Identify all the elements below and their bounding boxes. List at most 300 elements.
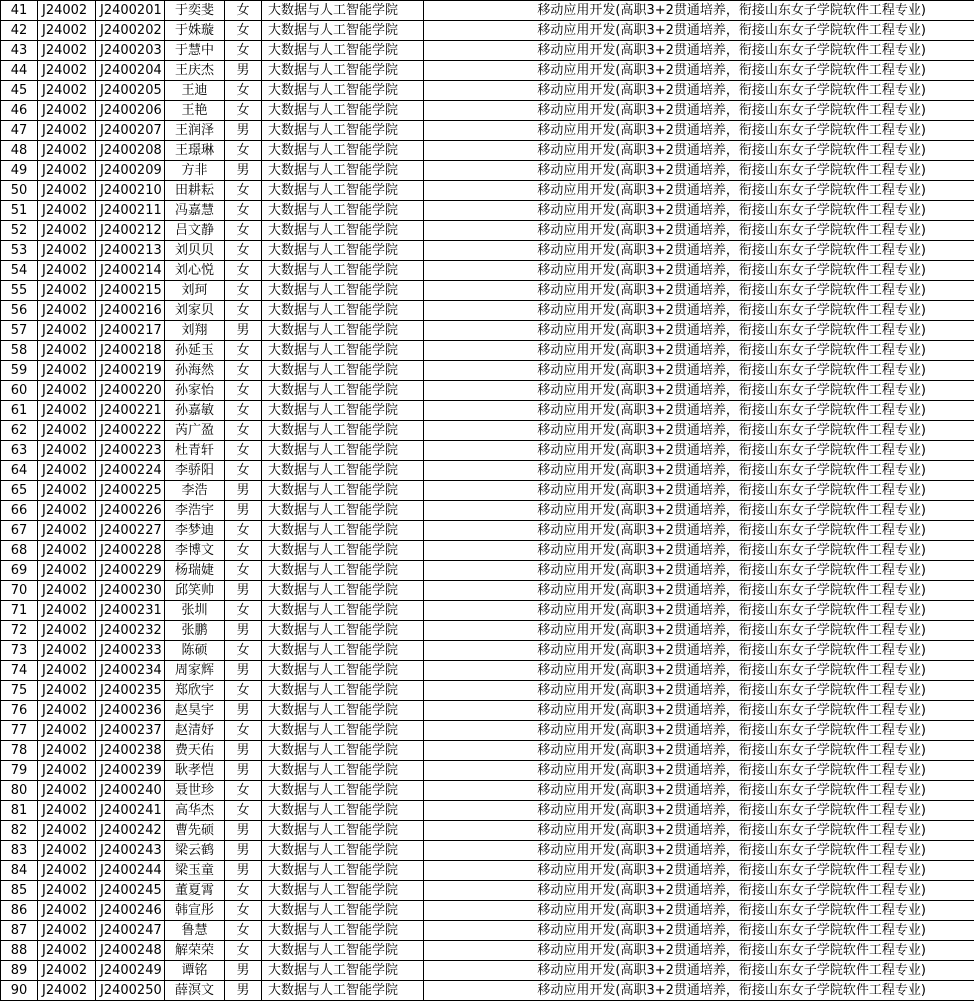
major-cell: 移动应用开发(高职3+2贯通培养，衔接山东女子学院软件工程专业) xyxy=(424,601,974,621)
gender-cell: 男 xyxy=(225,621,262,641)
gender-cell: 女 xyxy=(225,881,262,901)
row-number-cell: 70 xyxy=(1,581,38,601)
student-id-cell: J2400245 xyxy=(96,881,165,901)
college-cell: 大数据与人工智能学院 xyxy=(262,321,424,341)
major-cell: 移动应用开发(高职3+2贯通培养，衔接山东女子学院软件工程专业) xyxy=(424,681,974,701)
student-id-cell: J2400213 xyxy=(96,241,165,261)
table-row xyxy=(1,841,974,861)
class-code-cell: J24002 xyxy=(38,261,96,281)
student-name-cell: 吕文静 xyxy=(165,221,225,241)
college-cell: 大数据与人工智能学院 xyxy=(262,241,424,261)
student-name-cell: 李博文 xyxy=(165,541,225,561)
major-cell: 移动应用开发(高职3+2贯通培养，衔接山东女子学院软件工程专业) xyxy=(424,801,974,821)
student-id-cell: J2400221 xyxy=(96,401,165,421)
college-cell: 大数据与人工智能学院 xyxy=(262,881,424,901)
major-cell: 移动应用开发(高职3+2贯通培养，衔接山东女子学院软件工程专业) xyxy=(424,941,974,961)
major-cell: 移动应用开发(高职3+2贯通培养，衔接山东女子学院软件工程专业) xyxy=(424,781,974,801)
college-cell: 大数据与人工智能学院 xyxy=(262,861,424,881)
major-cell: 移动应用开发(高职3+2贯通培养，衔接山东女子学院软件工程专业) xyxy=(424,121,974,141)
student-name-cell: 聂世珍 xyxy=(165,781,225,801)
student-id-cell: J2400207 xyxy=(96,121,165,141)
table-row xyxy=(1,881,974,901)
college-cell: 大数据与人工智能学院 xyxy=(262,901,424,921)
gender-cell: 女 xyxy=(225,401,262,421)
class-code-cell: J24002 xyxy=(38,861,96,881)
student-name-cell: 曹先硕 xyxy=(165,821,225,841)
class-code-cell: J24002 xyxy=(38,501,96,521)
row-number-cell: 84 xyxy=(1,861,38,881)
college-cell: 大数据与人工智能学院 xyxy=(262,641,424,661)
row-number-cell: 42 xyxy=(1,21,38,41)
class-code-cell: J24002 xyxy=(38,841,96,861)
major-cell: 移动应用开发(高职3+2贯通培养，衔接山东女子学院软件工程专业) xyxy=(424,281,974,301)
college-cell: 大数据与人工智能学院 xyxy=(262,981,424,1001)
college-cell: 大数据与人工智能学院 xyxy=(262,281,424,301)
row-number-cell: 79 xyxy=(1,761,38,781)
student-id-cell: J2400209 xyxy=(96,161,165,181)
college-cell: 大数据与人工智能学院 xyxy=(262,961,424,981)
table-row xyxy=(1,61,974,81)
row-number-cell: 53 xyxy=(1,241,38,261)
table-row xyxy=(1,321,974,341)
gender-cell: 女 xyxy=(225,141,262,161)
student-name-cell: 陈硕 xyxy=(165,641,225,661)
row-number-cell: 57 xyxy=(1,321,38,341)
row-number-cell: 87 xyxy=(1,921,38,941)
student-id-cell: J2400202 xyxy=(96,21,165,41)
table-row xyxy=(1,781,974,801)
major-cell: 移动应用开发(高职3+2贯通培养，衔接山东女子学院软件工程专业) xyxy=(424,561,974,581)
college-cell: 大数据与人工智能学院 xyxy=(262,441,424,461)
student-name-cell: 孙延玉 xyxy=(165,341,225,361)
class-code-cell: J24002 xyxy=(38,701,96,721)
class-code-cell: J24002 xyxy=(38,301,96,321)
college-cell: 大数据与人工智能学院 xyxy=(262,941,424,961)
college-cell: 大数据与人工智能学院 xyxy=(262,521,424,541)
row-number-cell: 49 xyxy=(1,161,38,181)
student-name-cell: 于奕斐 xyxy=(165,1,225,21)
row-number-cell: 43 xyxy=(1,41,38,61)
student-name-cell: 王璟琳 xyxy=(165,141,225,161)
gender-cell: 男 xyxy=(225,61,262,81)
student-name-cell: 梁玉童 xyxy=(165,861,225,881)
row-number-cell: 44 xyxy=(1,61,38,81)
student-name-cell: 鲁慧 xyxy=(165,921,225,941)
student-name-cell: 韩宣彤 xyxy=(165,901,225,921)
student-name-cell: 高华杰 xyxy=(165,801,225,821)
gender-cell: 男 xyxy=(225,761,262,781)
college-cell: 大数据与人工智能学院 xyxy=(262,81,424,101)
student-name-cell: 刘翔 xyxy=(165,321,225,341)
major-cell: 移动应用开发(高职3+2贯通培养，衔接山东女子学院软件工程专业) xyxy=(424,101,974,121)
student-id-cell: J2400208 xyxy=(96,141,165,161)
college-cell: 大数据与人工智能学院 xyxy=(262,361,424,381)
major-cell: 移动应用开发(高职3+2贯通培养，衔接山东女子学院软件工程专业) xyxy=(424,741,974,761)
class-code-cell: J24002 xyxy=(38,981,96,1001)
class-code-cell: J24002 xyxy=(38,361,96,381)
row-number-cell: 58 xyxy=(1,341,38,361)
row-number-cell: 56 xyxy=(1,301,38,321)
major-cell: 移动应用开发(高职3+2贯通培养，衔接山东女子学院软件工程专业) xyxy=(424,641,974,661)
gender-cell: 女 xyxy=(225,681,262,701)
gender-cell: 男 xyxy=(225,821,262,841)
major-cell: 移动应用开发(高职3+2贯通培养，衔接山东女子学院软件工程专业) xyxy=(424,41,974,61)
student-id-cell: J2400250 xyxy=(96,981,165,1001)
class-code-cell: J24002 xyxy=(38,921,96,941)
student-id-cell: J2400215 xyxy=(96,281,165,301)
student-name-cell: 赵昊宇 xyxy=(165,701,225,721)
student-name-cell: 耿孝恺 xyxy=(165,761,225,781)
college-cell: 大数据与人工智能学院 xyxy=(262,541,424,561)
gender-cell: 女 xyxy=(225,781,262,801)
student-id-cell: J2400218 xyxy=(96,341,165,361)
college-cell: 大数据与人工智能学院 xyxy=(262,341,424,361)
row-number-cell: 74 xyxy=(1,661,38,681)
major-cell: 移动应用开发(高职3+2贯通培养，衔接山东女子学院软件工程专业) xyxy=(424,201,974,221)
student-id-cell: J2400243 xyxy=(96,841,165,861)
class-code-cell: J24002 xyxy=(38,661,96,681)
table-row xyxy=(1,541,974,561)
student-name-cell: 刘珂 xyxy=(165,281,225,301)
gender-cell: 男 xyxy=(225,161,262,181)
table-row xyxy=(1,101,974,121)
class-code-cell: J24002 xyxy=(38,681,96,701)
table-row xyxy=(1,581,974,601)
college-cell: 大数据与人工智能学院 xyxy=(262,581,424,601)
table-row xyxy=(1,961,974,981)
class-code-cell: J24002 xyxy=(38,601,96,621)
major-cell: 移动应用开发(高职3+2贯通培养，衔接山东女子学院软件工程专业) xyxy=(424,521,974,541)
major-cell: 移动应用开发(高职3+2贯通培养，衔接山东女子学院软件工程专业) xyxy=(424,381,974,401)
gender-cell: 男 xyxy=(225,841,262,861)
table-row xyxy=(1,341,974,361)
gender-cell: 女 xyxy=(225,521,262,541)
class-code-cell: J24002 xyxy=(38,581,96,601)
gender-cell: 男 xyxy=(225,861,262,881)
table-row xyxy=(1,141,974,161)
class-code-cell: J24002 xyxy=(38,201,96,221)
student-id-cell: J2400228 xyxy=(96,541,165,561)
table-row xyxy=(1,821,974,841)
table-row xyxy=(1,941,974,961)
student-name-cell: 于慧中 xyxy=(165,41,225,61)
student-name-cell: 解荣荣 xyxy=(165,941,225,961)
table-row xyxy=(1,641,974,661)
student-name-cell: 李骄阳 xyxy=(165,461,225,481)
student-name-cell: 刘贝贝 xyxy=(165,241,225,261)
student-id-cell: J2400210 xyxy=(96,181,165,201)
student-id-cell: J2400203 xyxy=(96,41,165,61)
major-cell: 移动应用开发(高职3+2贯通培养，衔接山东女子学院软件工程专业) xyxy=(424,541,974,561)
student-id-cell: J2400247 xyxy=(96,921,165,941)
table-row xyxy=(1,521,974,541)
row-number-cell: 80 xyxy=(1,781,38,801)
major-cell: 移动应用开发(高职3+2贯通培养，衔接山东女子学院软件工程专业) xyxy=(424,241,974,261)
row-number-cell: 75 xyxy=(1,681,38,701)
student-id-cell: J2400222 xyxy=(96,421,165,441)
table-row xyxy=(1,121,974,141)
gender-cell: 女 xyxy=(225,301,262,321)
gender-cell: 男 xyxy=(225,321,262,341)
college-cell: 大数据与人工智能学院 xyxy=(262,761,424,781)
major-cell: 移动应用开发(高职3+2贯通培养，衔接山东女子学院软件工程专业) xyxy=(424,501,974,521)
student-id-cell: J2400204 xyxy=(96,61,165,81)
row-number-cell: 52 xyxy=(1,221,38,241)
student-name-cell: 孙家怡 xyxy=(165,381,225,401)
table-row xyxy=(1,281,974,301)
row-number-cell: 81 xyxy=(1,801,38,821)
row-number-cell: 48 xyxy=(1,141,38,161)
gender-cell: 女 xyxy=(225,921,262,941)
table-row xyxy=(1,481,974,501)
class-code-cell: J24002 xyxy=(38,41,96,61)
major-cell: 移动应用开发(高职3+2贯通培养，衔接山东女子学院软件工程专业) xyxy=(424,901,974,921)
student-name-cell: 田耕耘 xyxy=(165,181,225,201)
class-code-cell: J24002 xyxy=(38,641,96,661)
class-code-cell: J24002 xyxy=(38,381,96,401)
row-number-cell: 50 xyxy=(1,181,38,201)
student-id-cell: J2400229 xyxy=(96,561,165,581)
major-cell: 移动应用开发(高职3+2贯通培养，衔接山东女子学院软件工程专业) xyxy=(424,81,974,101)
college-cell: 大数据与人工智能学院 xyxy=(262,601,424,621)
major-cell: 移动应用开发(高职3+2贯通培养，衔接山东女子学院软件工程专业) xyxy=(424,821,974,841)
row-number-cell: 72 xyxy=(1,621,38,641)
student-name-cell: 郑欣宇 xyxy=(165,681,225,701)
major-cell: 移动应用开发(高职3+2贯通培养，衔接山东女子学院软件工程专业) xyxy=(424,581,974,601)
table-row xyxy=(1,901,974,921)
table-row xyxy=(1,181,974,201)
gender-cell: 女 xyxy=(225,21,262,41)
gender-cell: 女 xyxy=(225,181,262,201)
table-row xyxy=(1,461,974,481)
college-cell: 大数据与人工智能学院 xyxy=(262,741,424,761)
college-cell: 大数据与人工智能学院 xyxy=(262,401,424,421)
student-name-cell: 于姝璇 xyxy=(165,21,225,41)
class-code-cell: J24002 xyxy=(38,901,96,921)
student-id-cell: J2400235 xyxy=(96,681,165,701)
college-cell: 大数据与人工智能学院 xyxy=(262,561,424,581)
student-id-cell: J2400234 xyxy=(96,661,165,681)
major-cell: 移动应用开发(高职3+2贯通培养，衔接山东女子学院软件工程专业) xyxy=(424,401,974,421)
gender-cell: 女 xyxy=(225,441,262,461)
college-cell: 大数据与人工智能学院 xyxy=(262,101,424,121)
major-cell: 移动应用开发(高职3+2贯通培养，衔接山东女子学院软件工程专业) xyxy=(424,61,974,81)
major-cell: 移动应用开发(高职3+2贯通培养，衔接山东女子学院软件工程专业) xyxy=(424,441,974,461)
gender-cell: 男 xyxy=(225,701,262,721)
gender-cell: 女 xyxy=(225,541,262,561)
gender-cell: 女 xyxy=(225,1,262,21)
row-number-cell: 63 xyxy=(1,441,38,461)
student-id-cell: J2400216 xyxy=(96,301,165,321)
student-name-cell: 周家辉 xyxy=(165,661,225,681)
student-id-cell: J2400217 xyxy=(96,321,165,341)
row-number-cell: 73 xyxy=(1,641,38,661)
table-row xyxy=(1,261,974,281)
major-cell: 移动应用开发(高职3+2贯通培养，衔接山东女子学院软件工程专业) xyxy=(424,161,974,181)
gender-cell: 女 xyxy=(225,381,262,401)
gender-cell: 女 xyxy=(225,281,262,301)
college-cell: 大数据与人工智能学院 xyxy=(262,781,424,801)
major-cell: 移动应用开发(高职3+2贯通培养，衔接山东女子学院软件工程专业) xyxy=(424,881,974,901)
table-row xyxy=(1,81,974,101)
class-code-cell: J24002 xyxy=(38,321,96,341)
row-number-cell: 71 xyxy=(1,601,38,621)
class-code-cell: J24002 xyxy=(38,961,96,981)
student-id-cell: J2400201 xyxy=(96,1,165,21)
college-cell: 大数据与人工智能学院 xyxy=(262,181,424,201)
gender-cell: 男 xyxy=(225,121,262,141)
student-id-cell: J2400237 xyxy=(96,721,165,741)
table-row xyxy=(1,741,974,761)
class-code-cell: J24002 xyxy=(38,481,96,501)
row-number-cell: 65 xyxy=(1,481,38,501)
major-cell: 移动应用开发(高职3+2贯通培养，衔接山东女子学院软件工程专业) xyxy=(424,261,974,281)
table-row xyxy=(1,201,974,221)
table-row xyxy=(1,561,974,581)
class-code-cell: J24002 xyxy=(38,1,96,21)
gender-cell: 女 xyxy=(225,341,262,361)
row-number-cell: 69 xyxy=(1,561,38,581)
student-name-cell: 刘家贝 xyxy=(165,301,225,321)
gender-cell: 男 xyxy=(225,501,262,521)
table-row xyxy=(1,861,974,881)
class-code-cell: J24002 xyxy=(38,281,96,301)
table-row xyxy=(1,301,974,321)
student-name-cell: 谭铭 xyxy=(165,961,225,981)
class-code-cell: J24002 xyxy=(38,121,96,141)
class-code-cell: J24002 xyxy=(38,721,96,741)
student-name-cell: 薛溟文 xyxy=(165,981,225,1001)
gender-cell: 女 xyxy=(225,101,262,121)
gender-cell: 女 xyxy=(225,81,262,101)
student-name-cell: 杨瑞婕 xyxy=(165,561,225,581)
class-code-cell: J24002 xyxy=(38,521,96,541)
student-id-cell: J2400223 xyxy=(96,441,165,461)
major-cell: 移动应用开发(高职3+2贯通培养，衔接山东女子学院软件工程专业) xyxy=(424,321,974,341)
gender-cell: 女 xyxy=(225,561,262,581)
college-cell: 大数据与人工智能学院 xyxy=(262,41,424,61)
major-cell: 移动应用开发(高职3+2贯通培养，衔接山东女子学院软件工程专业) xyxy=(424,181,974,201)
roster-body xyxy=(1,1,974,1001)
student-name-cell: 费天佑 xyxy=(165,741,225,761)
major-cell: 移动应用开发(高职3+2贯通培养，衔接山东女子学院软件工程专业) xyxy=(424,361,974,381)
student-id-cell: J2400226 xyxy=(96,501,165,521)
class-code-cell: J24002 xyxy=(38,61,96,81)
student-id-cell: J2400206 xyxy=(96,101,165,121)
student-id-cell: J2400242 xyxy=(96,821,165,841)
row-number-cell: 45 xyxy=(1,81,38,101)
row-number-cell: 86 xyxy=(1,901,38,921)
student-id-cell: J2400249 xyxy=(96,961,165,981)
row-number-cell: 61 xyxy=(1,401,38,421)
college-cell: 大数据与人工智能学院 xyxy=(262,141,424,161)
major-cell: 移动应用开发(高职3+2贯通培养，衔接山东女子学院软件工程专业) xyxy=(424,661,974,681)
row-number-cell: 83 xyxy=(1,841,38,861)
gender-cell: 男 xyxy=(225,981,262,1001)
class-code-cell: J24002 xyxy=(38,561,96,581)
row-number-cell: 85 xyxy=(1,881,38,901)
major-cell: 移动应用开发(高职3+2贯通培养，衔接山东女子学院软件工程专业) xyxy=(424,981,974,1001)
student-id-cell: J2400248 xyxy=(96,941,165,961)
student-id-cell: J2400225 xyxy=(96,481,165,501)
student-id-cell: J2400244 xyxy=(96,861,165,881)
row-number-cell: 64 xyxy=(1,461,38,481)
college-cell: 大数据与人工智能学院 xyxy=(262,841,424,861)
table-row xyxy=(1,401,974,421)
college-cell: 大数据与人工智能学院 xyxy=(262,261,424,281)
table-row xyxy=(1,761,974,781)
row-number-cell: 41 xyxy=(1,1,38,21)
table-row xyxy=(1,681,974,701)
row-number-cell: 82 xyxy=(1,821,38,841)
major-cell: 移动应用开发(高职3+2贯通培养，衔接山东女子学院软件工程专业) xyxy=(424,621,974,641)
gender-cell: 男 xyxy=(225,581,262,601)
student-id-cell: J2400211 xyxy=(96,201,165,221)
row-number-cell: 59 xyxy=(1,361,38,381)
major-cell: 移动应用开发(高职3+2贯通培养，衔接山东女子学院软件工程专业) xyxy=(424,481,974,501)
row-number-cell: 77 xyxy=(1,721,38,741)
gender-cell: 女 xyxy=(225,261,262,281)
table-row xyxy=(1,981,974,1001)
table-row xyxy=(1,161,974,181)
student-id-cell: J2400220 xyxy=(96,381,165,401)
class-code-cell: J24002 xyxy=(38,741,96,761)
table-row xyxy=(1,601,974,621)
student-id-cell: J2400232 xyxy=(96,621,165,641)
student-id-cell: J2400205 xyxy=(96,81,165,101)
class-code-cell: J24002 xyxy=(38,441,96,461)
major-cell: 移动应用开发(高职3+2贯通培养，衔接山东女子学院软件工程专业) xyxy=(424,721,974,741)
student-name-cell: 孙嘉敏 xyxy=(165,401,225,421)
class-code-cell: J24002 xyxy=(38,141,96,161)
row-number-cell: 51 xyxy=(1,201,38,221)
gender-cell: 女 xyxy=(225,421,262,441)
class-code-cell: J24002 xyxy=(38,881,96,901)
college-cell: 大数据与人工智能学院 xyxy=(262,481,424,501)
college-cell: 大数据与人工智能学院 xyxy=(262,421,424,441)
major-cell: 移动应用开发(高职3+2贯通培养，衔接山东女子学院软件工程专业) xyxy=(424,141,974,161)
major-cell: 移动应用开发(高职3+2贯通培养，衔接山东女子学院软件工程专业) xyxy=(424,461,974,481)
table-row xyxy=(1,661,974,681)
table-row xyxy=(1,241,974,261)
gender-cell: 女 xyxy=(225,721,262,741)
class-code-cell: J24002 xyxy=(38,761,96,781)
student-name-cell: 张鹏 xyxy=(165,621,225,641)
table-row xyxy=(1,721,974,741)
major-cell: 移动应用开发(高职3+2贯通培养，衔接山东女子学院软件工程专业) xyxy=(424,921,974,941)
college-cell: 大数据与人工智能学院 xyxy=(262,1,424,21)
gender-cell: 女 xyxy=(225,901,262,921)
class-code-cell: J24002 xyxy=(38,421,96,441)
major-cell: 移动应用开发(高职3+2贯通培养，衔接山东女子学院软件工程专业) xyxy=(424,21,974,41)
student-name-cell: 孙海然 xyxy=(165,361,225,381)
student-name-cell: 芮广盈 xyxy=(165,421,225,441)
student-name-cell: 刘心悦 xyxy=(165,261,225,281)
student-id-cell: J2400230 xyxy=(96,581,165,601)
college-cell: 大数据与人工智能学院 xyxy=(262,201,424,221)
class-code-cell: J24002 xyxy=(38,821,96,841)
gender-cell: 女 xyxy=(225,221,262,241)
college-cell: 大数据与人工智能学院 xyxy=(262,301,424,321)
class-code-cell: J24002 xyxy=(38,781,96,801)
major-cell: 移动应用开发(高职3+2贯通培养，衔接山东女子学院软件工程专业) xyxy=(424,761,974,781)
college-cell: 大数据与人工智能学院 xyxy=(262,681,424,701)
college-cell: 大数据与人工智能学院 xyxy=(262,501,424,521)
table-row xyxy=(1,21,974,41)
class-code-cell: J24002 xyxy=(38,801,96,821)
major-cell: 移动应用开发(高职3+2贯通培养，衔接山东女子学院软件工程专业) xyxy=(424,341,974,361)
class-code-cell: J24002 xyxy=(38,541,96,561)
